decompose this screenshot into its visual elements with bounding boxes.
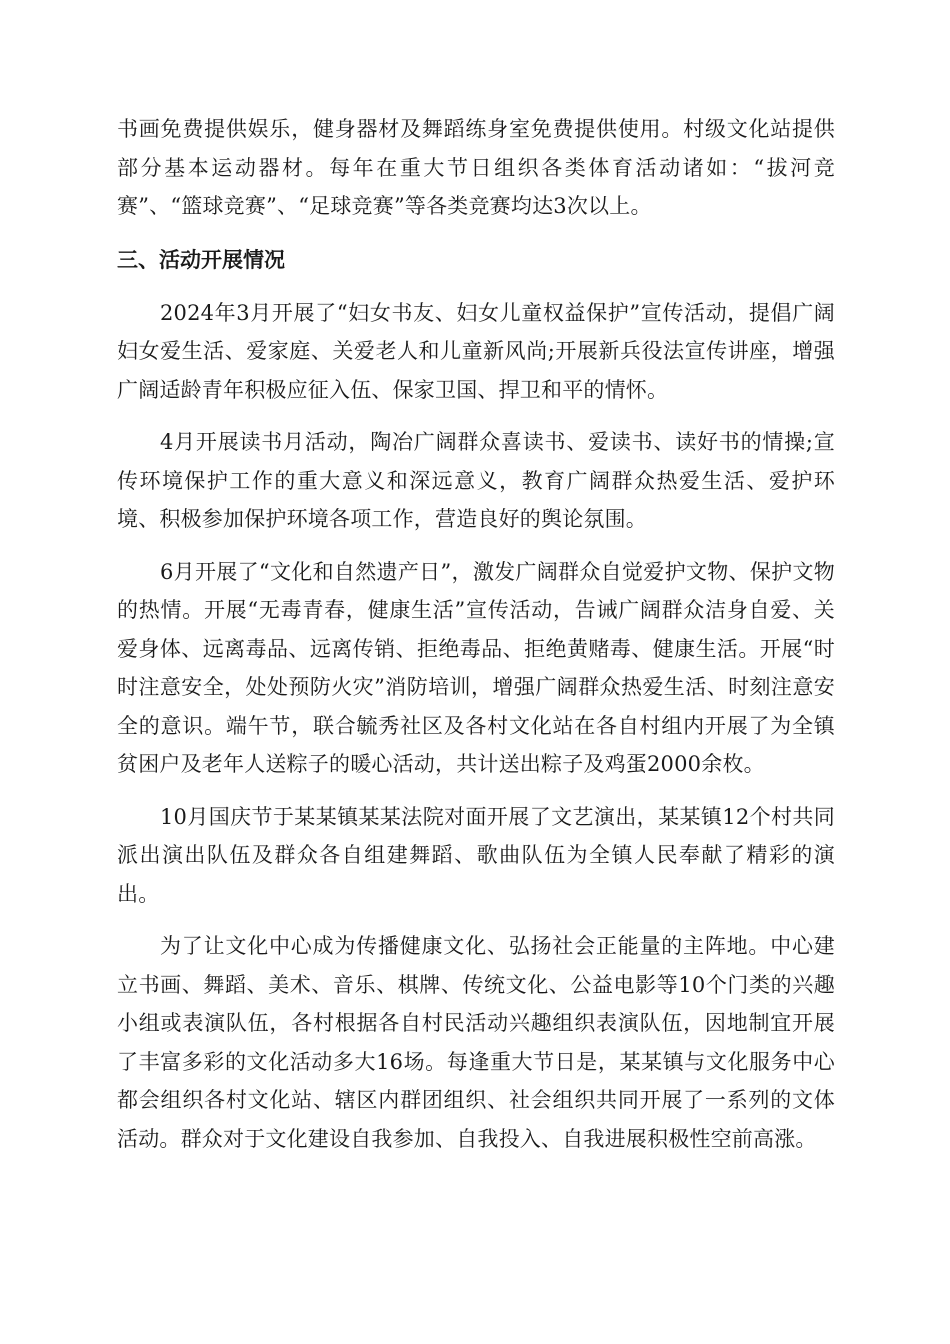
intro-paragraph: 书画免费提供娱乐，健身器材及舞蹈练身室免费提供使用。村级文化站提供部分基本运动器材。每年在重大节日组织各类体育活动诸如：“拔河竞赛”、“篮球竞赛”、“足球竞赛”等各类竞赛均达3次以上。 [117, 117, 835, 218]
paragraph-april: 4月开展读书月活动，陶冶广阔群众喜读书、爱读书、读好书的情操;宣传环境保护工作的重大意义和深远意义，教育广阔群众热爱生活、爱护环境、积极参加保护环境各项工作，营造良好的舆论氛围。 [117, 430, 835, 531]
section-heading: 三、活动开展情况 [117, 247, 285, 272]
paragraph-october: 10月国庆节于某某镇某某法院对面开展了文艺演出，某某镇12个村共同派出演出队伍及群众各自组建舞蹈、歌曲队伍为全镇人民奉献了精彩的演出。 [117, 804, 835, 906]
paragraph-march: 2024年3月开展了“妇女书友、妇女儿童权益保护”宣传活动，提倡广阔妇女爱生活、爱家庭、关爱老人和儿童新风尚;开展新兵役法宣传讲座，增强广阔适龄青年积极应征入伍、保家卫国、捍卫和平的情怀。 [117, 300, 835, 402]
paragraph-cultural-center: 为了让文化中心成为传播健康文化、弘扬社会正能量的主阵地。中心建立书画、舞蹈、美术、音乐、棋牌、传统文化、公益电影等10个门类的兴趣小组或表演队伍，各村根据各自村民活动兴趣组织表演队伍，因地制宜开展了丰富多彩的文化活动多大16场。每逢重大节日是，某某镇与文化服务中心都会组织各村文化站、辖区内群团组织、社会组织共同开展了一系列的文体活动。群众对于文化建设自我参加、自我投入、自我进展积极性空前高涨。 [117, 934, 835, 1151]
paragraph-june: 6月开展了“文化和自然遗产日”，激发广阔群众自觉爱护文物、保护文物的热情。开展“无毒青春，健康生活”宣传活动，告诫广阔群众洁身自爱、关爱身体、远离毒品、远离传销、拒绝毒品、拒绝黄赌毒、健康生活。开展“时时注意安全，处处预防火灾”消防培训，增强广阔群众热爱生活、时刻注意安全的意识。端午节，联合毓秀社区及各村文化站在各自村组内开展了为全镇贫困户及老年人送粽子的暖心活动，共计送出粽子及鸡蛋2000余枚。 [117, 559, 835, 776]
document-body [117, 110, 835, 1158]
